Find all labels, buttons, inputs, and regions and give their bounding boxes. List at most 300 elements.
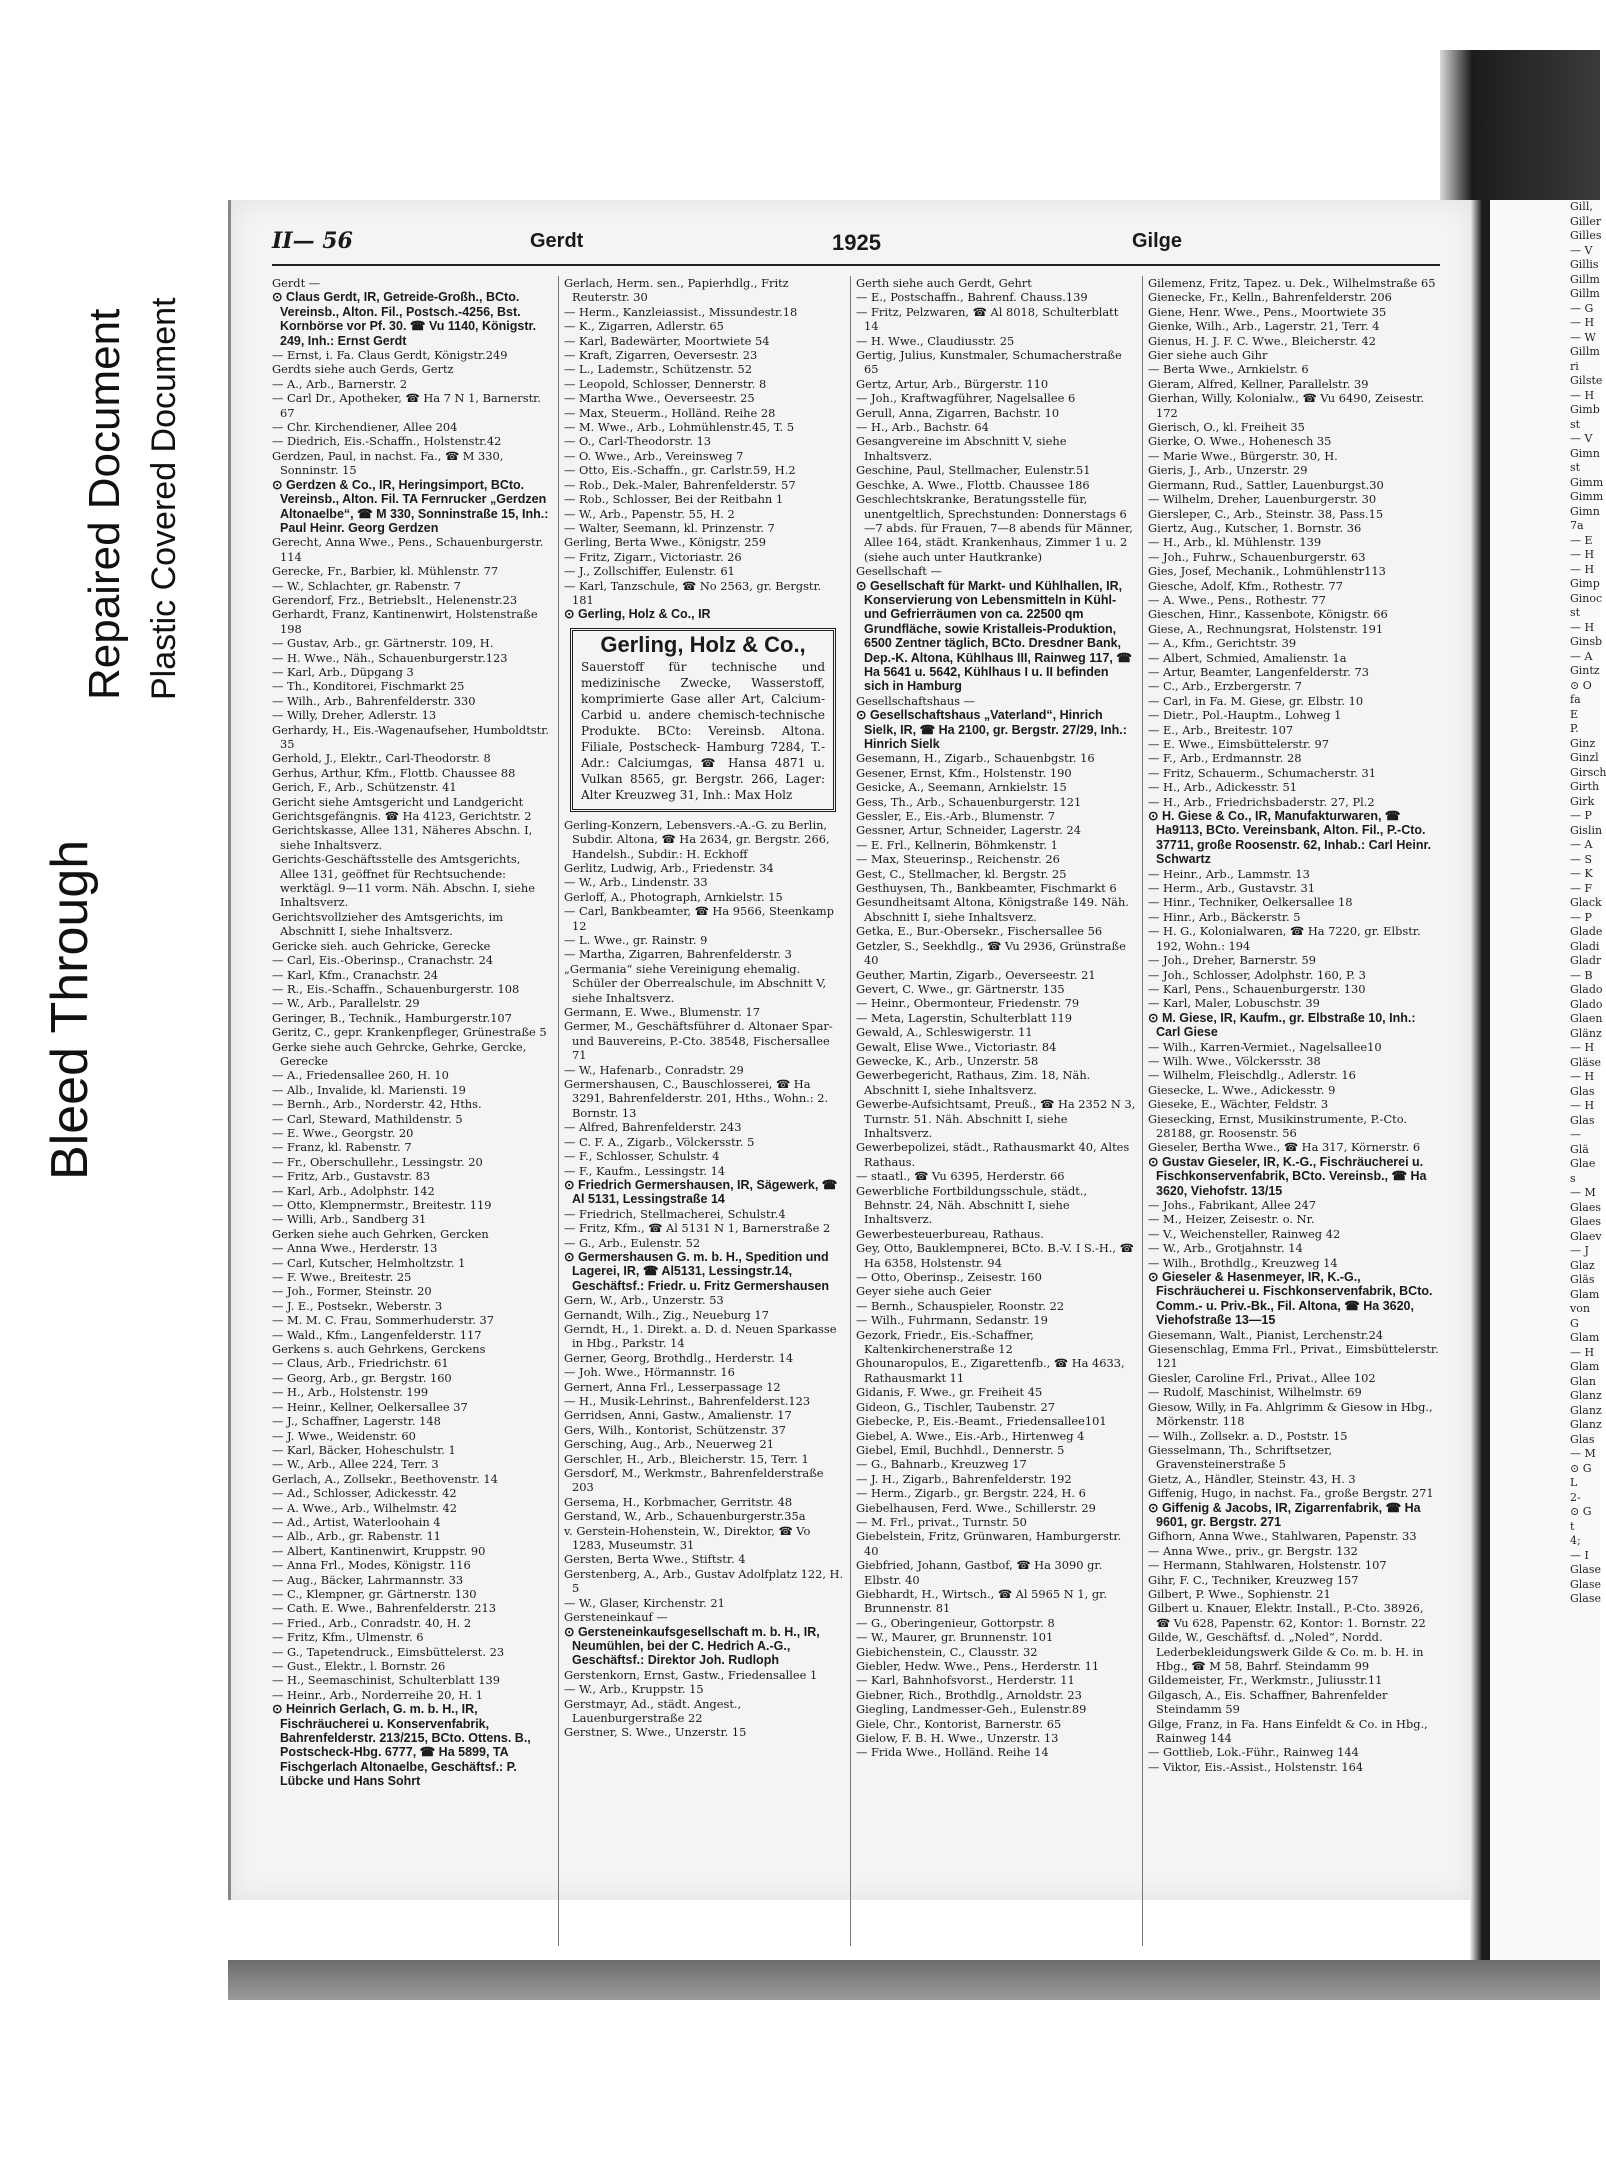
adjacent-page-fragment: Glaz <box>1570 1258 1595 1272</box>
column-3 <box>856 276 1136 1946</box>
directory-entry: — A. Wwe., Arb., Wilhelmstr. 42 <box>272 1500 458 1515</box>
directory-entry: — Wilh., Fuhrmann, Sedanstr. 19 <box>856 1313 1048 1328</box>
directory-entry: ⊙ Gustav Gieseler, IR, K.-G., Fischräucherei u. Fischkonservenfabrik, BCto. Vereinsb., ☎ Ha 3620, Viehofstr. 13/15 <box>1148 1154 1427 1198</box>
adjacent-page-fragment: ⊙ G <box>1570 1461 1592 1475</box>
directory-entry: Gessner, Artur, Schneider, Lagerstr. 24 <box>856 823 1081 838</box>
directory-entry: Gesthuysen, Th., Bankbeamter, Fischmarkt 6 <box>856 881 1117 896</box>
adjacent-page-fragment: von G <box>1570 1302 1590 1330</box>
directory-entry: Gerlach, Herm. sen., Papierhdlg., Fritz Reuterstr. 30 <box>564 276 789 305</box>
directory-entry: — W., Arb., Kruppstr. 15 <box>564 1682 704 1697</box>
directory-entry: — F. Wwe., Breitestr. 25 <box>272 1270 412 1285</box>
adjacent-page-fragment: Ginzl <box>1570 751 1599 764</box>
directory-entry: Gienecke, Fr., Kelln., Bahrenfelderstr. 206 <box>1148 290 1392 305</box>
advertisement-body: Sauerstoff für technische und medizinische Zwecke, Wasserstoff, komprimierte Gase aller Art, Calcium-Carbid u. andere chemisch-technische Produkte. BCto: Vereinsb. Altona. Filiale, Postscheck- Hamburg 7284, T.-Adr.: Calciumgas, ☎ Hansa 4871 u. Vulkan 8565, gr. Bergstr. 266, Lager: Alter Kreuzweg 31, Inh.: Max Holz <box>581 659 825 802</box>
adjacent-page-fragment: Glas <box>1570 1432 1595 1446</box>
directory-entry: Gerloff, A., Photograph, Arnkielstr. 15 <box>564 889 783 904</box>
adjacent-page-fragment: 4; <box>1570 1534 1581 1547</box>
directory-entry: — Rob., Schlosser, Bei der Reitbahn 1 <box>564 492 784 507</box>
directory-entry: — J. E., Postsekr., Weberstr. 3 <box>272 1298 443 1313</box>
directory-entry: Gewerbliche Fortbildungsschule, städt., Behnstr. 24, Näh. Abschnitt I, siehe Inhaltsverz. <box>856 1183 1088 1227</box>
directory-entry: Gilbert, P. Wwe., Sophienstr. 21 <box>1148 1586 1331 1601</box>
adjacent-page-fragment: Gläse <box>1570 1055 1602 1069</box>
directory-entry: ⊙ Gesellschaftshaus „Vaterland“, Hinrich Sielk, IR, ☎ Ha 2100, gr. Bergstr. 27/29, Inh.: Hinrich Sielk <box>856 708 1127 751</box>
directory-entry: — Hinr., Techniker, Oelkersallee 18 <box>1148 895 1353 910</box>
directory-entry: — V., Weichensteller, Rainweg 42 <box>1148 1226 1341 1241</box>
header-last-entry: Gilge <box>1132 230 1183 252</box>
directory-entry: — Cath. E. Wwe., Bahrenfelderstr. 213 <box>272 1601 496 1616</box>
directory-entry: — W., Arb., Allee 224, Terr. 3 <box>272 1457 439 1472</box>
directory-entry: — Joh., Former, Steinstr. 20 <box>272 1284 432 1299</box>
directory-entry: Gerichts-Geschäftsstelle des Amtsgerichts, Allee 131, geöffnet für Rechtsuchende: werktägl. 9—11 vorm. Näh. Abschn. I, siehe Inhaltsverz. <box>272 852 535 910</box>
adjacent-page-fragment: — M <box>1570 1447 1596 1460</box>
adjacent-page-fragment: Gimn <box>1570 446 1600 460</box>
directory-entry: — Herm., Zigarb., gr. Bergstr. 224, H. 6 <box>856 1486 1086 1501</box>
directory-entry: — J. Wwe., Weidenstr. 60 <box>272 1428 416 1443</box>
adjacent-page-fragment: Ginz <box>1570 736 1596 750</box>
directory-entry: Gerner, Georg, Brothdlg., Herderstr. 14 <box>564 1350 794 1365</box>
adjacent-page-fragment: Glade <box>1570 925 1603 938</box>
adjacent-page-fragment: — H <box>1570 562 1595 576</box>
directory-entry: — H., Arb., Friedrichsbaderstr. 27, Pl.2 <box>1148 794 1375 809</box>
directory-entry: Gest, C., Stellmacher, kl. Bergstr. 25 <box>856 866 1067 881</box>
directory-entry: — Carl Dr., Apotheker, ☎ Ha 7 N 1, Barnerstr. 67 <box>272 391 541 420</box>
directory-entry: — W., Arb., Grotjahnstr. 14 <box>1148 1241 1303 1256</box>
directory-entry: Gilge, Franz, in Fa. Hans Einfeldt & Co. in Hbg., Rainweg 144 <box>1148 1716 1428 1746</box>
directory-entry: — Willi, Arb., Sandberg 31 <box>272 1212 427 1227</box>
directory-entry: — E. Wwe., Georgstr. 20 <box>272 1125 414 1140</box>
directory-entry: Gerhardt, Franz, Kantinenwirt, Holstenstraße 198 <box>272 607 538 636</box>
directory-entry: — H. G., Kolonialwaren, ☎ Ha 7220, gr. Elbstr. 192, Wohn.: 194 <box>1148 924 1421 953</box>
directory-entry: — W., Hafenarb., Conradstr. 29 <box>564 1062 744 1077</box>
directory-entry: Giesler, Caroline Frl., Privat., Allee 102 <box>1148 1370 1376 1385</box>
directory-entry: Giesecke, L. Wwe., Adickesstr. 9 <box>1148 1082 1336 1097</box>
column-divider <box>850 276 851 1946</box>
directory-entry: — A. Wwe., Pens., Rothestr. 77 <box>1148 592 1326 607</box>
directory-entry: Gifhorn, Anna Wwe., Stahlwaren, Papenstr. 33 <box>1148 1529 1417 1544</box>
directory-entry: — Carl, Steward, Mathildenstr. 5 <box>272 1111 463 1126</box>
directory-entry: — Wilh., Karren-Vermiet., Nagelsallee10 <box>1148 1039 1382 1054</box>
adjacent-page-fragment: Gladi <box>1570 939 1600 953</box>
directory-entry: — Joh. Wwe., Hörmannstr. 16 <box>564 1365 735 1380</box>
directory-entry: Gesemann, H., Zigarb., Schauenbgstr. 16 <box>856 751 1095 766</box>
adjacent-page-fragment: Gimn <box>1570 504 1600 518</box>
directory-entry: Gierhan, Willy, Kolonialw., ☎ Vu 6490, Zeisestr. 172 <box>1148 391 1425 420</box>
adjacent-page-fragment: — J <box>1570 1244 1589 1257</box>
directory-entry: — Joh., Dreher, Barnerstr. 59 <box>1148 953 1316 968</box>
adjacent-page-fragment: Gill, <box>1570 200 1593 213</box>
directory-entry: Gerhus, Arthur, Kfm., Flottb. Chaussee 88 <box>272 765 516 780</box>
directory-entry: Gildemeister, Fr., Werkmstr., Juliusstr.11 <box>1148 1673 1383 1688</box>
directory-entry: — Fritz, Pelzwaren, ☎ Al 8018, Schulterblatt 14 <box>856 304 1119 334</box>
directory-entry: — W., Glaser, Kirchenstr. 21 <box>564 1595 725 1610</box>
directory-entry: — Heinr., Kellner, Oelkersallee 37 <box>272 1399 468 1414</box>
directory-entry: — staatl., ☎ Vu 6395, Herderstr. 66 <box>856 1169 1065 1184</box>
directory-entry: Gierisch, O., kl. Freiheit 35 <box>1148 420 1305 435</box>
adjacent-page-fragment: Glado <box>1570 983 1603 996</box>
directory-entry: Gieseler, Bertha Wwe., ☎ Ha 317, Körnerstr. 6 <box>1148 1140 1421 1155</box>
adjacent-page-fragment: Glam <box>1570 1287 1600 1301</box>
directory-entry: — Hermann, Stahlwaren, Holstenstr. 107 <box>1148 1558 1387 1573</box>
adjacent-page-fragment: Glaev <box>1570 1229 1602 1243</box>
directory-entry: Gerkens s. auch Gehrkens, Gerckens <box>272 1342 486 1357</box>
directory-entry: — Franz, kl. Rabenstr. 7 <box>272 1140 412 1155</box>
adjacent-page-fragment: Giller <box>1570 214 1602 228</box>
directory-entry: — Marie Wwe., Bürgerstr. 30, H. <box>1148 448 1338 463</box>
directory-entry: — W., Arb., Papenstr. 55, H. 2 <box>564 506 735 521</box>
directory-entry: Gesicke, A., Seemann, Arnkielstr. 15 <box>856 780 1067 795</box>
directory-entry: Geringer, B., Technik., Hamburgerstr.107 <box>272 1010 512 1025</box>
adjacent-page-fragment: — H <box>1570 388 1595 402</box>
directory-entry: — Rob., Dek.-Maler, Bahrenfelderstr. 57 <box>564 477 796 492</box>
directory-entry: — Fritz, Kfm., Ulmenstr. 6 <box>272 1630 424 1645</box>
directory-entry: Germershausen, C., Bauschlosserei, ☎ Ha 3291, Bahrenfelderstr. 201, Hths., Wohn.: 2. Bornstr. 13 <box>564 1077 829 1120</box>
directory-entry: — C., Arb., Erzbergerstr. 7 <box>1148 679 1302 694</box>
adjacent-page-fragment: — W <box>1570 330 1596 344</box>
directory-entry: Gesundheitsamt Altona, Königstraße 149. Näh. Abschnitt I, siehe Inhaltsverz. <box>856 895 1129 924</box>
directory-entry: Gieris, J., Arb., Unzerstr. 29 <box>1148 463 1308 478</box>
directory-entry: — Ernst, i. Fa. Claus Gerdt, Königstr.249 <box>272 348 508 363</box>
directory-entry: — Johs., Fabrikant, Allee 247 <box>1148 1198 1316 1212</box>
directory-entry: Gericke sieh. auch Gehricke, Gerecke <box>272 938 491 953</box>
directory-entry: Gilbert u. Knauer, Elektr. Install., P.-Cto. 38926, ☎ Vu 628, Papenstr. 62, Kontor: 1. Bornstr. 22 <box>1148 1601 1426 1630</box>
directory-entry: — Ad., Artist, Waterloohain 4 <box>272 1514 441 1529</box>
adjacent-page-fragment: — K <box>1570 867 1593 880</box>
column-1 <box>272 276 552 1946</box>
adjacent-page-fragment: s <box>1570 1171 1576 1185</box>
directory-entry: Gilgasch, A., Eis. Schaffner, Bahrenfelder Steindamm 59 <box>1148 1687 1388 1717</box>
adjacent-page-fragment: — M <box>1570 1186 1596 1199</box>
directory-entry: Geschlechtskranke, Beratungsstelle für, unentgeltlich, Sprechstunden: Donnerstags 6—7 abds. für Frauen, 7—8 abends für Männer, Allee 164, städt. Krankenhaus, Zimmer 1 u. 2 (siehe auch unter Hautkranke) <box>856 492 1133 564</box>
adjacent-page-fragment: Gislin <box>1570 823 1603 837</box>
directory-entry: Gienke, Wilh., Arb., Lagerstr. 21, Terr. 4 <box>1148 319 1380 334</box>
directory-entry: — Karl, Kfm., Cranachstr. 24 <box>272 967 439 982</box>
column-2 <box>564 276 844 1946</box>
directory-entry: Giebhardt, H., Wirtsch., ☎ Al 5965 N 1, gr. Brunnenstr. 81 <box>856 1586 1107 1616</box>
directory-entry: — Chr. Kirchendiener, Allee 204 <box>272 420 458 435</box>
directory-entry: Gielow, F. B. H. Wwe., Unzerstr. 13 <box>856 1731 1059 1746</box>
directory-entry: — O., Carl-Theodorstr. 13 <box>564 434 712 449</box>
adjacent-page-fragment: — H <box>1570 1070 1595 1083</box>
adjacent-page-fragment: Glado <box>1570 997 1603 1011</box>
directory-entry: Gewerbegericht, Rathaus, Zim. 18, Näh. Abschnitt I, siehe Inhaltsverz. <box>856 1068 1091 1097</box>
directory-entry: — Gottlieb, Lok.-Führ., Rainweg 144 <box>1148 1745 1359 1760</box>
directory-entry: Gilemenz, Fritz, Tapez. u. Dek., Wilhelmstraße 65 <box>1148 276 1436 290</box>
directory-entry: Gesener, Ernst, Kfm., Holstenstr. 190 <box>856 765 1072 780</box>
adjacent-page-fragment: — B <box>1570 968 1593 982</box>
directory-entry: — E. Wwe., Eimsbüttelerstr. 97 <box>1148 737 1329 751</box>
adjacent-page-fragment: — F <box>1570 881 1593 895</box>
directory-entry: — Berta Wwe., Arnkielstr. 6 <box>1148 362 1309 377</box>
directory-entry: Getka, E., Bur.-Obersekr., Fischersallee 56 <box>856 924 1103 939</box>
adjacent-page-fragment: — P <box>1570 910 1592 924</box>
directory-entry: Gesangvereine im Abschnitt V, siehe Inhaltsverz. <box>856 434 1067 463</box>
directory-entry: — K., Zigarren, Adlerstr. 65 <box>564 319 724 334</box>
directory-entry: — Meta, Lagerstin, Schulterblatt 119 <box>856 1010 1073 1025</box>
directory-entry: — Anna Frl., Modes, Königstr. 116 <box>272 1558 471 1573</box>
directory-entry: — C. F. A., Zigarb., Völckersstr. 5 <box>564 1134 755 1149</box>
adjacent-page-fragment: Glam <box>1570 1360 1600 1373</box>
adjacent-page-fragment: Glase <box>1570 1563 1602 1576</box>
directory-entry: — Max, Steuerm., Holländ. Reihe 28 <box>564 405 776 420</box>
directory-entry: Gersching, Aug., Arb., Neuerweg 21 <box>564 1437 775 1452</box>
directory-entry: — R., Eis.-Schaffn., Schauenburgerstr. 108 <box>272 981 520 996</box>
column-divider <box>1142 276 1143 1946</box>
adjacent-page-fragment: — E <box>1570 533 1593 547</box>
adjacent-page-fragment: Glase <box>1570 1592 1602 1605</box>
directory-entry: Geschine, Paul, Stellmacher, Eulenstr.51 <box>856 463 1091 478</box>
directory-entry: Gieschen, Hinr., Kassenbote, Königstr. 66 <box>1148 607 1388 622</box>
directory-entry: Giegling, Landmesser-Geh., Eulenstr.89 <box>856 1702 1087 1717</box>
directory-entry: — Gust., Elektr., l. Bornstr. 26 <box>272 1659 446 1673</box>
adjacent-page-fragment: — H <box>1570 316 1595 329</box>
directory-entry: Giene, Henr. Wwe., Pens., Moortwiete 35 <box>1148 304 1387 319</box>
directory-entry: — G., Bahnarb., Kreuzweg 17 <box>856 1457 1027 1472</box>
directory-entry: Gerdt — <box>272 276 321 290</box>
adjacent-page-fragment: Gillis <box>1570 258 1599 271</box>
directory-entry: — Artur, Beamter, Langenfelderstr. 73 <box>1148 664 1369 679</box>
directory-entry: — E., Arb., Breitestr. 107 <box>1148 722 1294 737</box>
adjacent-page-fragment: — V <box>1570 432 1593 445</box>
directory-entry: Gerken siehe auch Gehrken, Gercken <box>272 1226 489 1241</box>
directory-entry: ⊙ Gersteneinkaufsgesellschaft m. b. H., IR, Neumühlen, bei der C. Hedrich A.-G., Geschäftsf.: Direktor Joh. Rudloph <box>564 1624 820 1668</box>
adjacent-page-fragment: Gillm <box>1570 345 1600 358</box>
adjacent-page-fragment: Glanz <box>1570 1418 1602 1431</box>
directory-entry: Gesellschaft — <box>856 564 942 579</box>
directory-entry: — J., Schaffner, Lagerstr. 148 <box>272 1414 441 1429</box>
directory-entry: Gernandt, Wilh., Zig., Neueburg 17 <box>564 1307 769 1322</box>
adjacent-page-fragment: — H <box>1570 1345 1595 1359</box>
directory-entry: — Carl, Kutscher, Helmholtzstr. 1 <box>272 1255 466 1270</box>
adjacent-page-strip <box>1490 200 1606 1960</box>
directory-entry: Gidanis, F. Wwe., gr. Freiheit 45 <box>856 1385 1043 1400</box>
header-first-entry: Gerdt <box>530 230 584 252</box>
directory-entry: — Martha Wwe., Oeverseestr. 25 <box>564 391 755 406</box>
adjacent-page-fragment: P. <box>1570 722 1579 735</box>
directory-entry: — Heinr., Arb., Lammstr. 13 <box>1148 866 1310 881</box>
directory-entry: Gerdts siehe auch Gerds, Gertz <box>272 362 454 377</box>
adjacent-page-fragment: Girsch <box>1570 765 1606 779</box>
directory-entry: Giebner, Rich., Brothdlg., Arnoldstr. 23 <box>856 1687 1082 1702</box>
directory-entry: — Gustav, Arb., gr. Gärtnerstr. 109, H. <box>272 636 494 651</box>
directory-entry: Gilde, W., Geschäftsf. d. „Noled“, Nordd. Lederbekleidungswerk Gilde & Co. m. b. H. in Hbg., ☎ M 58, Bahrf. Steindamm 99 <box>1148 1630 1424 1673</box>
directory-entry: ⊙ Gieseler & Hasenmeyer, IR, K.-G., Fischräucherei u. Fischkonservenfabrik, BCto. Comm.- u. Priv.-Bk., Fil. Altona, ☎ Ha 3620, Viehofstraße 13—15 <box>1148 1270 1433 1328</box>
page-number: II— 56 <box>272 228 353 254</box>
adjacent-page-fragment: — S <box>1570 852 1593 866</box>
directory-entry: — F., Schlosser, Schulstr. 4 <box>564 1149 720 1164</box>
directory-entry: — M., Heizer, Zeisestr. o. Nr. <box>1148 1212 1315 1227</box>
directory-entry: Gies, Josef, Mechanik., Lohmühlenstr113 <box>1148 564 1386 579</box>
directory-entry: — Fritz, Schauerm., Schumacherstr. 31 <box>1148 765 1377 780</box>
adjacent-page-fragment: — V <box>1570 243 1593 257</box>
directory-entry: Gietz, A., Händler, Steinstr. 43, H. 3 <box>1148 1471 1356 1486</box>
directory-entry: — W., Arb., Parallelstr. 29 <box>272 996 420 1011</box>
directory-entry: Giffenig, Hugo, in nachst. Fa., große Bergstr. 271 <box>1148 1486 1434 1501</box>
directory-entry: — Aug., Bäcker, Lahrmannstr. 33 <box>272 1572 464 1587</box>
directory-entry: Gerstand, W., Arb., Schauenburgerstr.35a <box>564 1509 806 1524</box>
directory-entry: Geritz, C., gepr. Krankenpfleger, Grünestraße 5 <box>272 1025 547 1040</box>
directory-entry: Gertig, Julius, Kunstmaler, Schumacherstraße 65 <box>856 348 1122 377</box>
directory-entry: Giebelstein, Fritz, Grünwaren, Hamburgerstr. 40 <box>856 1529 1122 1558</box>
directory-entry: — L. Wwe., gr. Rainstr. 9 <box>564 933 708 947</box>
directory-entry: v. Gerstein-Hohenstein, W., Direktor, ☎ Vo 1283, Museumstr. 31 <box>564 1523 811 1553</box>
adjacent-page-fragment: — A <box>1570 649 1593 663</box>
directory-entry: „Germania“ siehe Vereinigung ehemalig. Schüler der Oberrealschule, im Abschnitt V, siehe Inhaltsverz. <box>564 961 827 1005</box>
directory-entry: Giele, Chr., Kontorist, Barnerstr. 65 <box>856 1716 1062 1731</box>
directory-entry: — Carl, in Fa. M. Giese, gr. Elbstr. 10 <box>1148 693 1364 708</box>
directory-entry: — Carl, Eis.-Oberinsp., Cranachstr. 24 <box>272 953 494 968</box>
adjacent-page-fragment: — P <box>1570 809 1592 822</box>
repaired-document-stamp: Repaired Document <box>80 308 129 700</box>
directory-entry: — H., Arb., Adickesstr. 51 <box>1148 780 1298 795</box>
directory-entry: — Fritz, Arb., Gustavstr. 83 <box>272 1169 431 1184</box>
directory-entry: — Joh., Schlosser, Adolphstr. 160, P. 3 <box>1148 967 1366 982</box>
adjacent-page-fragment: E <box>1570 707 1579 721</box>
adjacent-page-fragment: Gilste <box>1570 374 1603 387</box>
adjacent-page-fragment: ri <box>1570 359 1579 373</box>
directory-entry: Gerstner, S. Wwe., Unzerstr. 15 <box>564 1725 747 1740</box>
directory-entry: — Fritz, Zigarr., Victoriastr. 26 <box>564 549 742 564</box>
directory-entry: — C., Klempner, gr. Gärtnerstr. 130 <box>272 1586 477 1601</box>
directory-entry: Geuther, Martin, Zigarb., Oeverseestr. 21 <box>856 967 1096 982</box>
directory-entry: — L., Lademstr., Schützenstr. 52 <box>564 362 752 377</box>
directory-entry: Gerichtsvollzieher des Amtsgerichts, im Abschnitt I, siehe Inhaltsverz. <box>272 909 504 939</box>
directory-entry: — M. M. C. Frau, Sommerhuderstr. 37 <box>272 1313 495 1328</box>
directory-entry: Giebel, Emil, Buchhdl., Dennerstr. 5 <box>856 1442 1065 1457</box>
directory-entry: Gerlitz, Ludwig, Arb., Friedenstr. 34 <box>564 860 774 875</box>
directory-entry: — Otto, Eis.-Schaffn., gr. Carlstr.59, H.2 <box>564 463 796 478</box>
directory-entry: — Wald., Kfm., Langenfelderstr. 117 <box>272 1327 482 1342</box>
directory-entry: Gewecke, K., Arb., Unzerstr. 58 <box>856 1053 1039 1068</box>
directory-entry: Giesche, Adolf, Kfm., Rothestr. 77 <box>1148 578 1343 593</box>
directory-entry: Giebelhausen, Ferd. Wwe., Schillerstr. 29 <box>856 1500 1096 1515</box>
directory-entry: — Wilh. Wwe., Völckersstr. 38 <box>1148 1053 1321 1068</box>
directory-entry: Gernert, Anna Frl., Lesserpassage 12 <box>564 1379 781 1394</box>
directory-entry: — Joh., Fuhrw., Schauenburgerstr. 63 <box>1148 549 1366 564</box>
directory-entry: — Diedrich, Eis.-Schaffn., Holstenstr.42 <box>272 434 502 449</box>
directory-entry: — W., Schlachter, gr. Rabenstr. 7 <box>272 578 461 593</box>
directory-entry: — J., Zollschiffer, Eulenstr. 61 <box>564 564 735 579</box>
directory-entry: Getzler, S., Seekhdlg., ☎ Vu 2936, Grünstraße 40 <box>856 938 1126 968</box>
directory-entry: — Alb., Arb., gr. Rabenstr. 11 <box>272 1529 441 1544</box>
directory-entry: Gerridsen, Anni, Gastw., Amalienstr. 17 <box>564 1408 792 1423</box>
directory-entry: — Bernh., Arb., Norderstr. 42, Hths. <box>272 1097 482 1112</box>
directory-entry: — G., Oberingenieur, Gottorpstr. 8 <box>856 1615 1055 1630</box>
directory-entry: — Hinr., Arb., Bäckerstr. 5 <box>1148 909 1301 924</box>
adjacent-page-fragment: Glanz <box>1570 1403 1602 1417</box>
adjacent-page-fragment: Ginoc <box>1570 591 1603 605</box>
directory-entry: — Heinr., Obermonteur, Friedenstr. 79 <box>856 996 1080 1011</box>
adjacent-page-fragment: ⊙ G <box>1570 1505 1592 1518</box>
page-header <box>272 228 1440 266</box>
directory-entry: — Heinr., Arb., Norderreihe 20, H. 1 <box>272 1687 483 1702</box>
directory-entry: Gersema, H., Korbmacher, Gerritstr. 48 <box>564 1494 793 1509</box>
directory-entry: Giebfried, Johann, Gastbof, ☎ Ha 3090 gr. Elbstr. 40 <box>856 1558 1103 1587</box>
directory-entry: Giesecking, Ernst, Musikinstrumente, P.-Cto. 28188, gr. Roosenstr. 56 <box>1148 1111 1408 1140</box>
directory-entry: Giesenschlag, Emma Frl., Privat., Eimsbüttelerstr. 121 <box>1148 1342 1439 1371</box>
adjacent-page-fragment: st <box>1570 606 1581 619</box>
directory-entry: — H., Musik-Lehrinst., Bahrenfelderst.123 <box>564 1394 811 1408</box>
directory-entry: — Fr., Oberschullehr., Lessingstr. 20 <box>272 1154 483 1169</box>
directory-entry: Gersten, Berta Wwe., Stiftstr. 4 <box>564 1552 746 1567</box>
scan-dark-corner <box>1440 50 1600 210</box>
adjacent-page-fragment: Glan <box>1570 1374 1596 1388</box>
directory-entry: Gerth siehe auch Gerdt, Gehrt <box>856 276 1032 290</box>
adjacent-page-fragment: — Glä <box>1570 1128 1589 1156</box>
adjacent-page-fragment: Gimm <box>1570 490 1604 503</box>
directory-entry: — Karl, Badewärter, Moortwiete 54 <box>564 333 770 348</box>
directory-entry: — Karl, Pens., Schauenburgerstr. 130 <box>1148 981 1366 996</box>
directory-entry: Gerstenberg, A., Arb., Gustav Adolfplatz 122, H. 5 <box>564 1566 844 1596</box>
directory-entry: Gers, Wilh., Kontorist, Schützenstr. 37 <box>564 1422 786 1437</box>
directory-entry: — H., Seemaschinist, Schulterblatt 139 <box>272 1673 501 1688</box>
directory-entry: — Max, Steuerinsp., Reichenstr. 26 <box>856 852 1060 867</box>
directory-entry: Gienus, H. J. F. C. Wwe., Bleicherstr. 42 <box>1148 333 1376 348</box>
directory-entry: ⊙ Gerdzen & Co., IR, Heringsimport, BCto. Vereinsb., Alton. Fil. TA Fernrucker „Gerdzen Altonaelbe“, ☎ M 330, Sonninstraße 15, Inh.: Paul Heinr. Georg Gerdzen <box>272 477 549 535</box>
directory-entry: Giese, A., Rechnungsrat, Holstenstr. 191 <box>1148 621 1384 636</box>
adjacent-page-fragment: Gilles <box>1570 229 1602 242</box>
directory-entry: — Alb., Invalide, kl. Mariensti. 19 <box>272 1082 466 1097</box>
scan-bottom-edge <box>228 1960 1600 2000</box>
adjacent-page-fragment: Glae <box>1570 1157 1596 1170</box>
adjacent-page-fragment: Gillm <box>1570 287 1600 300</box>
directory-entry: Gewalt, Elise Wwe., Victoriastr. 84 <box>856 1039 1057 1054</box>
adjacent-page-fragment: — G <box>1570 301 1594 315</box>
directory-entry: — Fried., Arb., Conradstr. 40, H. 2 <box>272 1615 472 1630</box>
directory-entry: — M. Frl., privat., Turnstr. 50 <box>856 1514 1027 1529</box>
directory-entry: Gertz, Artur, Arb., Bürgerstr. 110 <box>856 376 1049 391</box>
directory-entry: — Dietr., Pol.-Hauptm., Lohweg 1 <box>1148 708 1342 723</box>
adjacent-page-fragment: — I <box>1570 1548 1589 1562</box>
directory-entry: — H., Arb., Bachstr. 64 <box>856 420 989 435</box>
directory-entry: Gey, Otto, Bauklempnerei, BCto. B.-V. I S.-H., ☎ Ha 6358, Holstenstr. 94 <box>856 1241 1134 1270</box>
directory-entry: Giebichenstein, C., Clausstr. 32 <box>856 1644 1038 1659</box>
directory-entry: — Walter, Seemann, kl. Prinzenstr. 7 <box>564 520 775 535</box>
directory-entry: Gerhold, J., Elektr., Carl-Theodorstr. 8 <box>272 751 491 766</box>
directory-entry: Gessler, E., Eis.-Arb., Blumenstr. 7 <box>856 809 1055 824</box>
directory-entry: — Karl, Arb., Adolphstr. 142 <box>272 1183 435 1198</box>
directory-entry: — Wilh., Brothdlg., Kreuzweg 14 <box>1148 1255 1338 1270</box>
directory-entry: Gieseke, E., Wächter, Feldstr. 3 <box>1148 1097 1329 1112</box>
directory-entry: Gerecke, Fr., Barbier, kl. Mühlenstr. 77 <box>272 564 499 579</box>
directory-entry: — Georg, Arb., gr. Bergstr. 160 <box>272 1370 452 1385</box>
adjacent-page-fragment: Glanz <box>1570 1389 1602 1402</box>
directory-entry: Giersleper, C., Arb., Steinstr. 38, Pass.15 <box>1148 506 1384 521</box>
directory-entry: Gerling, Berta Wwe., Königstr. 259 <box>564 535 766 550</box>
directory-entry: — Leopold, Schlosser, Dennerstr. 8 <box>564 376 767 391</box>
directory-entry: — Kraft, Zigarren, Oeversestr. 23 <box>564 348 758 363</box>
adjacent-page-fragment: Glase <box>1570 1577 1602 1591</box>
directory-entry: — Th., Konditorei, Fischmarkt 25 <box>272 679 465 694</box>
directory-entry: — Friedrich, Stellmacherei, Schulstr.4 <box>564 1206 786 1221</box>
directory-entry: — Anna Wwe., Herderstr. 13 <box>272 1241 438 1256</box>
directory-entry: Gerich, F., Arb., Schützenstr. 41 <box>272 780 457 795</box>
directory-entry: — Frida Wwe., Holländ. Reihe 14 <box>856 1745 1049 1760</box>
directory-entry: — Herm., Arb., Gustavstr. 31 <box>1148 881 1316 896</box>
directory-entry: ⊙ Claus Gerdt, IR, Getreide-Großh., BCto. Vereinsb., Alton. Fil., Postsch.-4256, Bst. Kornbörse vor Pf. 30. ☎ Vu 1140, Königstr. 249, Inh.: Ernst Gerdt <box>272 290 537 348</box>
directory-entry: Gideon, G., Tischler, Taubenstr. 27 <box>856 1399 1055 1414</box>
directory-entry: — A., Arb., Barnerstr. 2 <box>272 376 408 391</box>
directory-entry: — Wilh., Arb., Bahrenfelderstr. 330 <box>272 693 476 708</box>
directory-entry: — Wilhelm, Dreher, Lauenburgerstr. 30 <box>1148 492 1377 507</box>
directory-entry: — W., Arb., Lindenstr. 33 <box>564 875 708 890</box>
directory-entry: Germer, M., Geschäftsführer d. Altonaer Spar- und Bauvereins, P.-Cto. 38548, Fischersallee 71 <box>564 1019 833 1063</box>
directory-entry: — Ad., Schlosser, Adickesstr. 42 <box>272 1486 457 1501</box>
directory-entry: Gerichtskasse, Allee 131, Näheres Abschn. I, siehe Inhaltsverz. <box>272 823 533 852</box>
directory-entry: — Albert, Schmied, Amalienstr. 1a <box>1148 650 1347 665</box>
directory-entry: ⊙ H. Giese & Co., IR, Manufakturwaren, ☎ Ha9113, BCto. Vereinsbank, Alton. Fil., P.-Cto. 37711, große Roosenstr. 62, Inhab.: Carl Heinr. Schwartz <box>1148 809 1432 867</box>
directory-entry: — W., Maurer, gr. Brunnenstr. 101 <box>856 1630 1054 1645</box>
directory-entry: Gern, W., Arb., Unzerstr. 53 <box>564 1293 724 1308</box>
